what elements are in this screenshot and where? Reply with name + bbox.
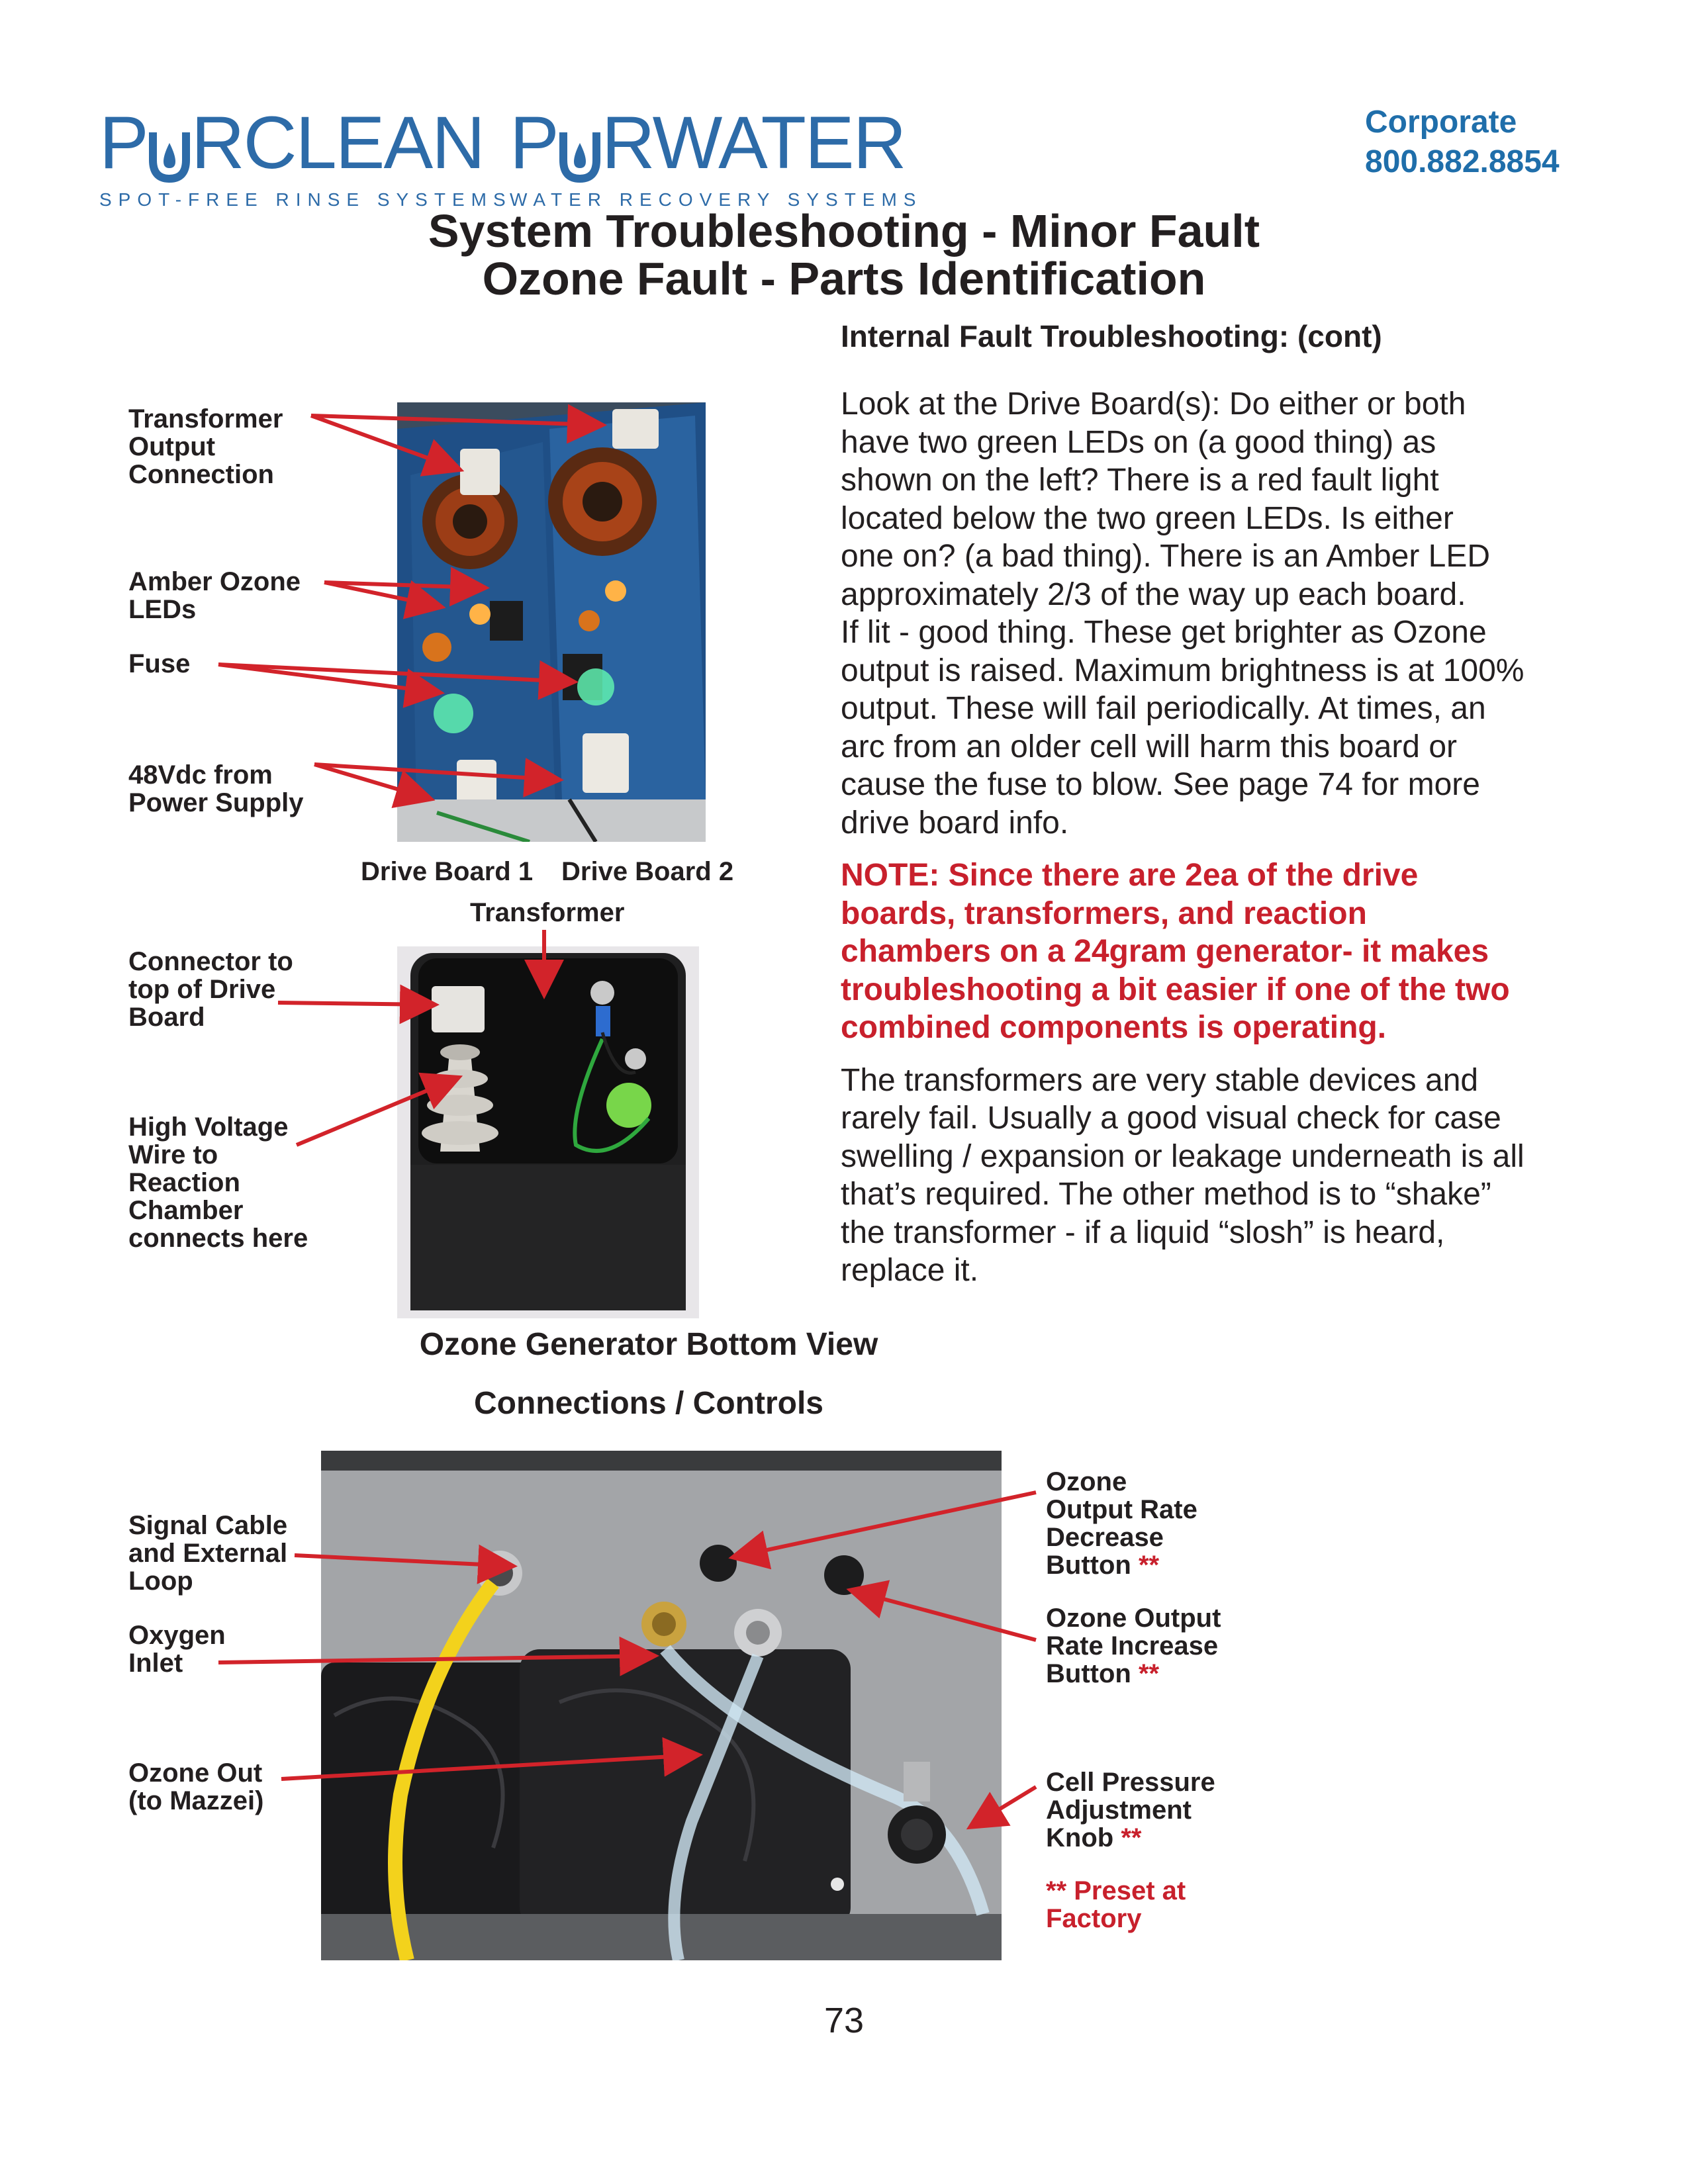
label-line: Inlet <box>128 1649 183 1678</box>
label-line: 48Vdc from <box>128 760 273 790</box>
caption-drive-board-2: Drive Board 2 <box>561 857 734 886</box>
label-line: connects here <box>128 1224 308 1253</box>
label-line: Oxygen <box>128 1621 226 1650</box>
corporate-label: Corporate <box>1365 105 1517 140</box>
note-line: boards, transformers, and reaction <box>841 895 1367 931</box>
text-line: Look at the Drive Board(s): Do either or both <box>841 387 1466 422</box>
label-line: Wire to <box>128 1140 218 1169</box>
label-line: Output <box>128 432 216 461</box>
text-line: arc from an older cell will harm this board or <box>841 729 1458 764</box>
label-amber-leds <box>128 568 301 623</box>
text-line: If lit - good thing. These get brighter as Ozone <box>841 615 1487 650</box>
logo-word-rest: RWATER <box>601 101 906 184</box>
label-text: Button <box>1046 1659 1131 1688</box>
factory-preset-marker: ** <box>1138 1659 1160 1688</box>
label-line: Reaction <box>128 1168 240 1197</box>
label-line: Fuse <box>128 649 191 678</box>
text-line: drive board info. <box>841 805 1069 841</box>
paragraph-drive-board <box>841 385 1615 842</box>
logo-letter-p: P <box>510 101 558 184</box>
label-line: Signal Cable <box>128 1511 288 1540</box>
text-line: output. These will fail periodically. At times, an <box>841 691 1486 726</box>
label-preset-at-factory <box>1046 1877 1186 1933</box>
text-line: the transformer - if a liquid “slosh” is heard, <box>841 1214 1445 1250</box>
label-line: Cell Pressure <box>1046 1768 1215 1797</box>
label-line: Connector to <box>128 947 293 976</box>
label-oxygen-inlet <box>128 1621 226 1677</box>
note-line: NOTE: Since there are 2ea of the drive <box>841 858 1419 893</box>
text-line: that’s required. The other method is to “shake” <box>841 1177 1491 1212</box>
title-line-2: Ozone Fault - Parts Identification <box>482 253 1206 304</box>
label-line: Connection <box>128 460 274 489</box>
drive-board-photo <box>397 402 706 842</box>
corporate-phone: 800.882.8854 <box>1365 144 1560 179</box>
label-ozone-out <box>128 1759 263 1815</box>
note-line: combined components is operating. <box>841 1010 1387 1045</box>
label-line: (to Mazzei) <box>128 1786 264 1815</box>
label-line: Adjustment <box>1046 1796 1192 1825</box>
label-line: Ozone <box>1046 1467 1127 1496</box>
label-line: Amber Ozone <box>128 567 301 596</box>
text-line: shown on the left? There is a red fault light <box>841 463 1439 498</box>
logo-word-rest: RCLEAN <box>191 101 485 184</box>
caption-bottom-view: Ozone Generator Bottom View <box>419 1327 878 1362</box>
label-decrease-button <box>1046 1468 1197 1579</box>
purwater-logo <box>510 101 923 210</box>
label-line: Output Rate <box>1046 1495 1197 1524</box>
label-transformer: Transformer <box>470 898 625 927</box>
label-line <box>1046 1551 1197 1579</box>
logo-tagline: WATER RECOVERY SYSTEMS <box>510 189 923 210</box>
label-text: Button <box>1046 1551 1131 1580</box>
note-line: troubleshooting a bit easier if one of the two <box>841 972 1510 1007</box>
text-line: located below the two green LEDs. Is either <box>841 500 1454 536</box>
note-paragraph <box>841 856 1615 1047</box>
page-title <box>0 207 1688 302</box>
label-48vdc <box>128 761 304 817</box>
text-line: The transformers are very stable devices and <box>841 1062 1479 1098</box>
section-heading: Internal Fault Troubleshooting: (cont) <box>841 319 1382 353</box>
label-connector <box>128 948 293 1031</box>
label-line: ** Preset at <box>1046 1876 1186 1905</box>
text-line: have two green LEDs on (a good thing) as <box>841 424 1436 460</box>
label-line: Decrease <box>1046 1523 1164 1552</box>
label-line: Transformer <box>128 404 283 433</box>
generator-bottom-photo <box>321 1451 1002 1960</box>
text-line: swelling / expansion or leakage underneath is all <box>841 1138 1524 1174</box>
text-line: rarely fail. Usually a good visual check for case <box>841 1101 1501 1136</box>
label-line: Ozone Out <box>128 1758 263 1788</box>
label-line: Ozone Output <box>1046 1604 1221 1633</box>
label-transformer-output <box>128 405 283 488</box>
purclean-logo <box>99 101 512 210</box>
label-text: Knob <box>1046 1823 1114 1852</box>
factory-preset-marker: ** <box>1138 1551 1160 1580</box>
label-fuse <box>128 650 190 678</box>
text-line: cause the fuse to blow. See page 74 for more <box>841 767 1480 802</box>
label-line: LEDs <box>128 595 197 624</box>
text-line: replace it. <box>841 1253 979 1288</box>
text-line: output is raised. Maximum brightness is at 100% <box>841 653 1524 688</box>
label-high-voltage <box>128 1113 308 1252</box>
label-line: Rate Increase <box>1046 1631 1219 1661</box>
label-line: Board <box>128 1003 205 1032</box>
label-line <box>1046 1824 1215 1852</box>
factory-preset-marker: ** <box>1121 1823 1142 1852</box>
corporate-contact <box>1365 103 1630 182</box>
text-line: one on? (a bad thing). There is an Amber LED <box>841 539 1491 574</box>
text-line: approximately 2/3 of the way up each board. <box>841 576 1466 612</box>
page-number: 73 <box>823 2001 865 2040</box>
label-line: Factory <box>1046 1904 1142 1933</box>
water-drop-icon <box>149 120 190 175</box>
title-line-1: System Troubleshooting - Minor Fault <box>428 205 1260 257</box>
label-cell-pressure <box>1046 1768 1215 1852</box>
caption-drive-board-1: Drive Board 1 <box>361 857 534 886</box>
paragraph-transformers <box>841 1062 1615 1290</box>
label-line: Loop <box>128 1567 193 1596</box>
logo-tagline: SPOT-FREE RINSE SYSTEMS <box>99 189 512 210</box>
label-increase-button <box>1046 1604 1221 1688</box>
label-line: and External <box>128 1539 288 1568</box>
label-line <box>1046 1660 1221 1688</box>
label-signal-cable <box>128 1512 287 1595</box>
logo-letter-p: P <box>99 101 148 184</box>
label-line: top of Drive <box>128 975 276 1004</box>
right-column <box>841 318 1615 1290</box>
water-drop-icon <box>559 120 600 175</box>
label-line: High Voltage <box>128 1113 289 1142</box>
label-line: Power Supply <box>128 788 304 817</box>
note-line: chambers on a 24gram generator- it makes <box>841 934 1489 969</box>
caption-connections: Connections / Controls <box>474 1386 823 1421</box>
label-line: Chamber <box>128 1196 244 1225</box>
transformer-photo <box>397 946 699 1318</box>
